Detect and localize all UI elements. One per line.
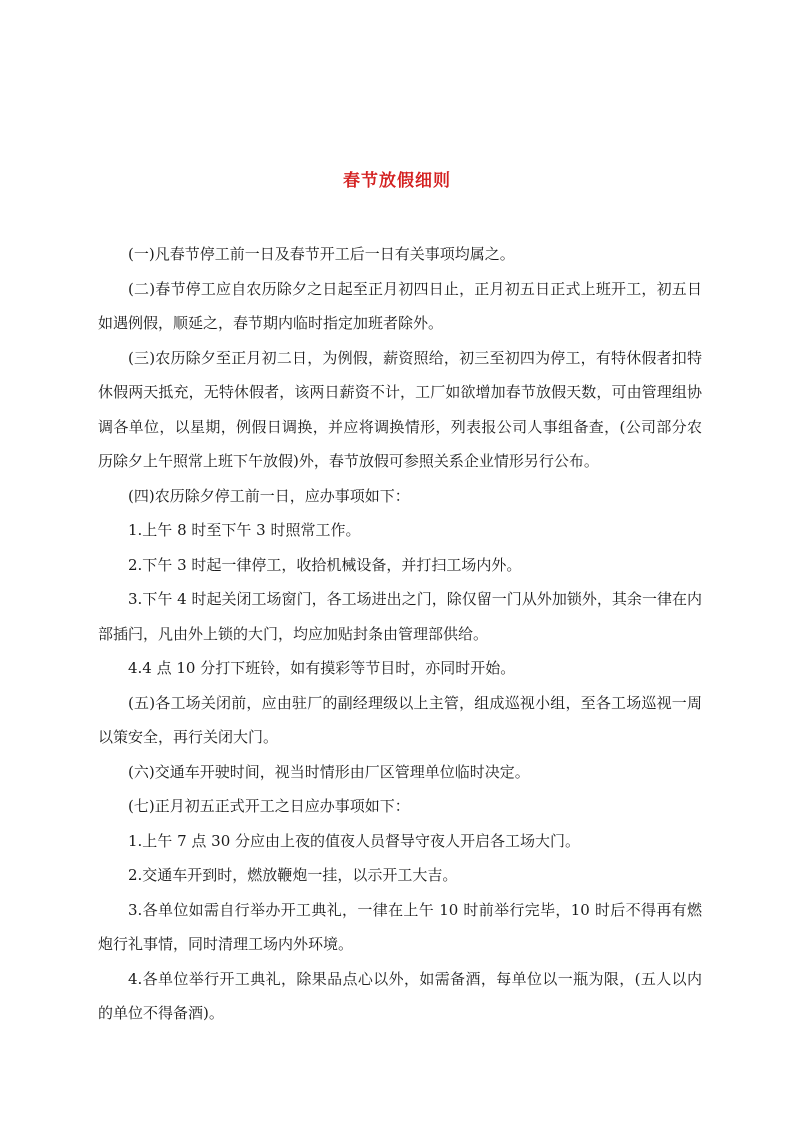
paragraph-2: (二)春节停工应自农历除夕之日起至正月初四日止，正月初五日正式上班开工，初五日如遇例假，顺延之，春节期内临时指定加班者除外。 (98, 279, 702, 332)
document-title: 春节放假细则 (343, 171, 451, 191)
paragraph-11: (七)正月初五正式开工之日应办事项如下： (128, 797, 410, 815)
paragraph-4: (四)农历除夕停工前一日，应办事项如下： (128, 486, 410, 505)
paragraph-3: (三)农历除夕至正月初二日，为例假，薪资照给，初三至初四为停工，有特休假者扣特休假两天抵充，无特休假者，该两日薪资不计，工厂如欲增加春节放假天数，可由管理组协调各单位，以星期，例假日调换，并应将调换情形，列表报公司人事组备查，(公司部分农历除夕上午照常上班下午放假)外，春节放假可参照关系企业情形另行公布。 (98, 348, 702, 470)
paragraph-6: 2.下午 3 时起一律停工，收拾机械设备，并打扫工场内外。 (128, 555, 522, 574)
paragraph-12: 1.上午 7 点 30 分应由上夜的值夜人员督导守夜人开启各工场大门。 (128, 831, 581, 850)
paragraph-5: 1.上午 8 时至下午 3 时照常工作。 (128, 521, 361, 539)
paragraph-10: (六)交通车开驶时间，视当时情形由厂区管理单位临时决定。 (128, 762, 530, 781)
paragraph-15: 4.各单位举行开工典礼，除果品点心以外，如需备酒，每单位以一瓶为限，(五人以内的单位不得备酒)。 (98, 969, 702, 1022)
paragraph-13: 2.交通车开到时，燃放鞭炮一挂，以示开工大吉。 (128, 866, 458, 884)
paragraph-14: 3.各单位如需自行举办开工典礼，一律在上午 10 时前举行完毕，10 时后不得再有燃炮行礼事情，同时清理工场内外环境。 (98, 900, 702, 953)
paragraph-9: (五)各工场关闭前，应由驻厂的副经理级以上主管，组成巡视小组，至各工场巡视一周以策安全，再行关闭大门。 (98, 693, 702, 746)
paragraph-8: 4.4 点 10 分打下班铃，如有摸彩等节目时，亦同时开始。 (128, 659, 516, 677)
paragraph-7: 3.下午 4 时起关闭工场窗门，各工场进出之门，除仅留一门从外加锁外，其余一律在内部插闩，凡由外上锁的大门，均应加贴封条由管理部供给。 (98, 590, 702, 643)
paragraph-1: (一)凡春节停工前一日及春节开工后一日有关事项均属之。 (128, 245, 515, 263)
document-body (98, 237, 702, 1031)
